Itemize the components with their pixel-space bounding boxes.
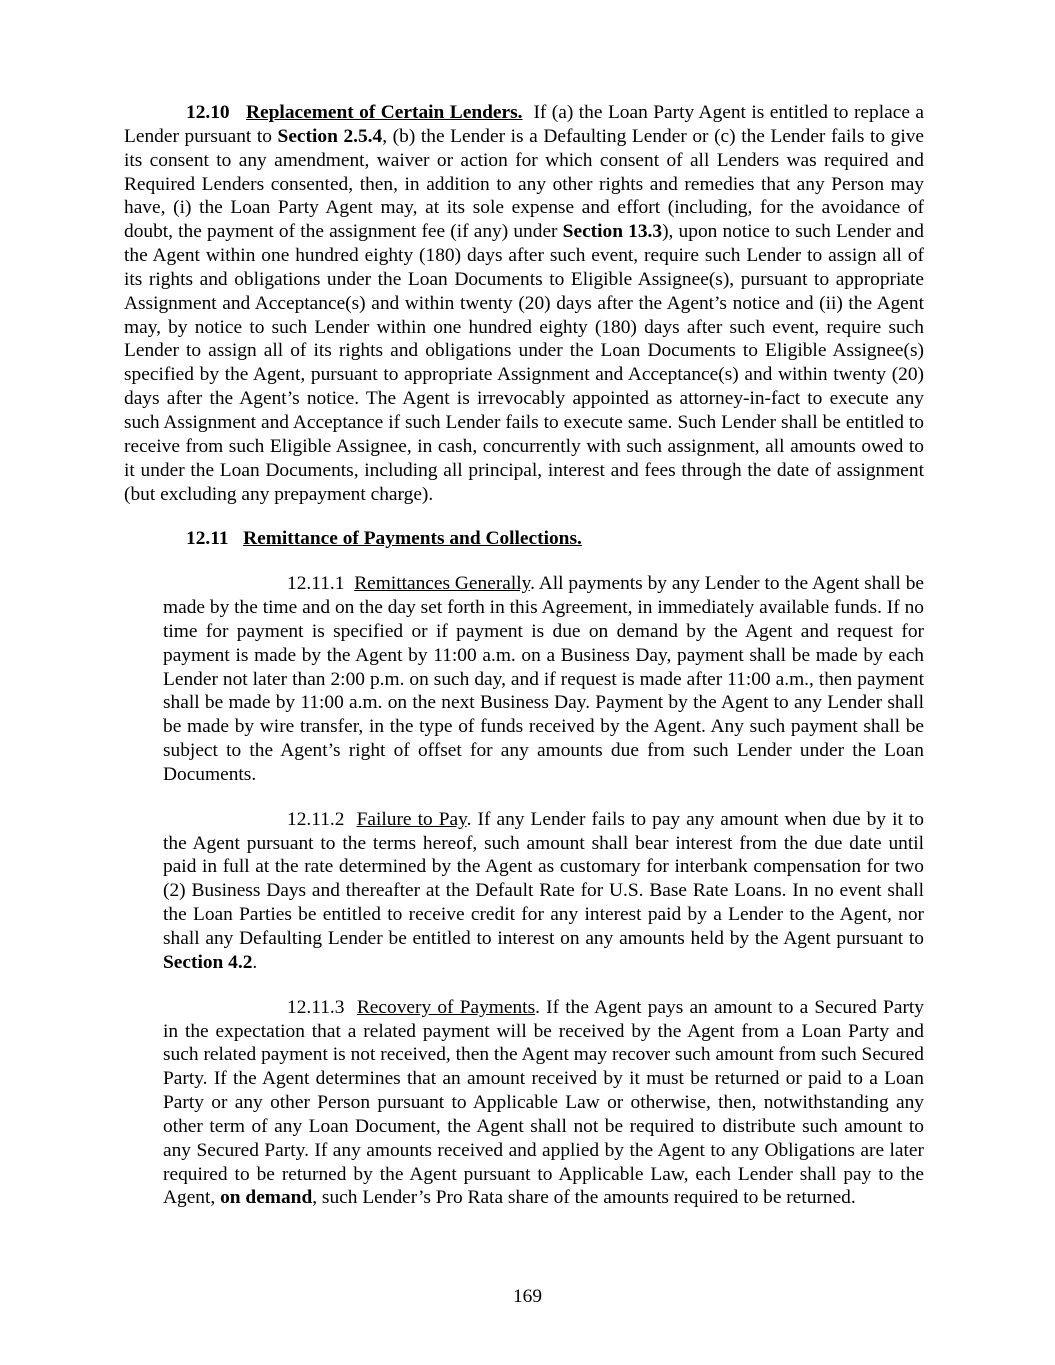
subsection-text: . If any Lender fails to pay any amount when due by it to the Agent pursuant to the terms hereof, such amount shall bear interest from the due date until paid in full at the rate determined by the Agent as customary for interbank compensation for two (2) Business Days and thereafter at the Default Rate for U.S. Base Rate Loans. In no event shall the Loan Parties be entitled to receive credit for any interest paid by a Lender to the Agent, nor shall any Defaulting Lender be entitled to interest on any amounts held by the Agent pursuant to [163, 808, 924, 949]
section-text: If (a) the Loan Party Agent is entitled to replace a Lender pursuant to [124, 102, 924, 147]
subsection-title: Failure to Pay [356, 808, 467, 830]
subsection-title: Remittances Generally [354, 573, 531, 595]
subsection-number: 12.11.2 [287, 808, 345, 830]
subsection-text: . All payments by any Lender to the Agent shall be made by the time and on the day set forth in this Agreement, in immediately available funds. If no time for payment is specified or if payment is due on demand by the Agent and request for payment is made by the Agent by 11:00 a.m. on a Business Day, payment shall be made by each Lender not later than 2:00 p.m. on such day, and if request is made after 11:00 a.m., then payment shall be made by 11:00 a.m. on the next Business Day. Payment by the Agent to any Lender shall be made by wire transfer, in the type of funds received by the Agent. Any such payment shall be subject to the Agent’s right of offset for any amounts due from such Lender under the Loan Documents. [163, 573, 924, 785]
document-page [124, 101, 924, 1210]
paragraph-12-11-1 [163, 572, 924, 787]
subsection-number: 12.11.3 [287, 996, 345, 1018]
paragraph-12-10 [124, 101, 924, 506]
subsection-text: . [252, 951, 258, 973]
heading-12-11 [124, 527, 924, 551]
subsection-title: Recovery of Payments [356, 996, 536, 1018]
subsection-number: 12.11.1 [287, 573, 345, 595]
section-text: , (b) the Lender is a Defaulting Lender or (c) the Lender fails to give its consent to any amendment, waiver or action for which consent of all Lenders was required and Required Lenders consented, then, in addition to any other rights and remedies that any Person may have, (i) the Loan Party Agent may, at its sole expense and effort (including, for the avoidance of doubt, the payment of the assignment fee (if any) under [124, 125, 925, 243]
section-reference: Section 2.5.4 [277, 125, 383, 147]
section-reference: Section 13.3 [562, 221, 663, 243]
section-number: 12.10 [186, 102, 230, 123]
subsection-text: , such Lender’s Pro Rata share of the amounts required to be returned. [312, 1187, 856, 1209]
page-number: 169 [512, 1286, 543, 1307]
section-title: Replacement of Certain Lenders. [246, 102, 523, 123]
section-number: 12.11 [186, 528, 229, 550]
emphasis: on demand [220, 1187, 313, 1209]
paragraph-12-11-2 [163, 808, 924, 975]
section-reference: Section 4.2 [163, 951, 253, 973]
section-text: ), upon notice to such Lender and the Agent within one hundred eighty (180) days after such event, require such Lender to assign all of its rights and obligations under the Loan Documents to Eligible Assignee(s), pursuant to appropriate Assignment and Acceptance(s) and within twenty (20) days after the Agent’s notice and (ii) the Agent may, by notice to such Lender within one hundred eighty (180) days after such event, require such Lender to assign all of its rights and obligations under the Loan Documents to Eligible Assignee(s) specified by the Agent, pursuant to appropriate Assignment and Acceptance(s) and within twenty (20) days after the Agent’s notice. The Agent is irrevocably appointed as attorney-in-fact to execute any such Assignment and Acceptance if such Lender fails to execute same. Such Lender shall be entitled to receive from such Eligible Assignee, in cash, concurrently with such assignment, all amounts owed to it under the Loan Documents, including all principal, interest and fees through the date of assignment (but excluding any prepayment charge). [124, 221, 924, 505]
paragraph-12-11-3 [163, 996, 924, 1211]
subsection-text: . If the Agent pays an amount to a Secured Party in the expectation that a related payment will be received by the Agent from a Loan Party and such related payment is not received, then the Agent may recover such amount from such Secured Party. If the Agent determines that an amount received by it must be returned or paid to a Loan Party or any other Person pursuant to Applicable Law or otherwise, then, notwithstanding any other term of any Loan Document, the Agent shall not be required to distribute such amount to any Secured Party. If any amounts received and applied by the Agent to any Obligations are later required to be returned by the Agent pursuant to Applicable Law, each Lender shall pay to the Agent, [163, 996, 924, 1209]
section-title: Remittance of Payments and Collections. [243, 528, 582, 550]
